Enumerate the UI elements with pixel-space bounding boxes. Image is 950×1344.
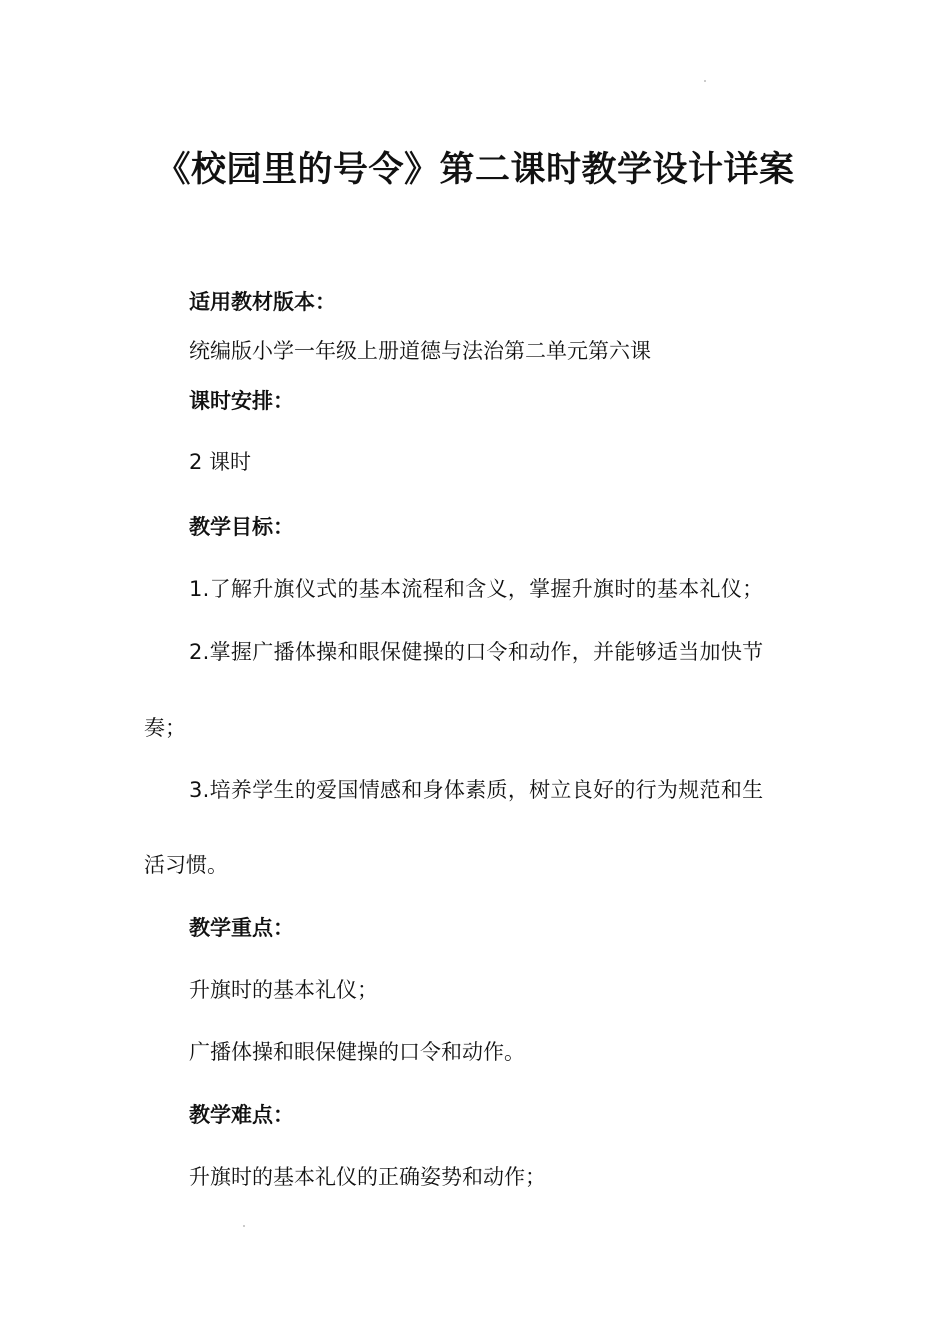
key-point-item-1: 升旗时的基本礼仪；	[189, 978, 378, 1002]
schedule-text: 2 课时	[189, 450, 252, 474]
key-point-item-2: 广播体操和眼保健操的口令和动作。	[189, 1040, 525, 1064]
objective-item-1: 1.了解升旗仪式的基本流程和含义，掌握升旗时的基本礼仪；	[189, 577, 764, 601]
page-title: 《校园里的号令》第二课时教学设计详案	[155, 150, 795, 190]
objective-item-3: 3.培养学生的爱国情感和身体素质，树立良好的行为规范和生	[189, 778, 764, 802]
scan-dot	[243, 1225, 245, 1227]
difficulty-item-1: 升旗时的基本礼仪的正确姿势和动作；	[189, 1165, 546, 1189]
textbook-version-heading: 适用教材版本：	[189, 290, 336, 314]
schedule-heading: 课时安排：	[189, 389, 294, 413]
textbook-version-text: 统编版小学一年级上册道德与法治第二单元第六课	[189, 339, 651, 363]
objective-item-2-continued: 奏；	[144, 716, 186, 740]
objective-item-3-continued: 活习惯。	[144, 853, 228, 877]
difficulties-heading: 教学难点：	[189, 1103, 294, 1127]
objectives-heading: 教学目标：	[189, 515, 294, 539]
key-points-heading: 教学重点：	[189, 916, 294, 940]
objective-item-2: 2.掌握广播体操和眼保健操的口令和动作，并能够适当加快节	[189, 640, 764, 664]
scan-dot	[704, 80, 706, 82]
